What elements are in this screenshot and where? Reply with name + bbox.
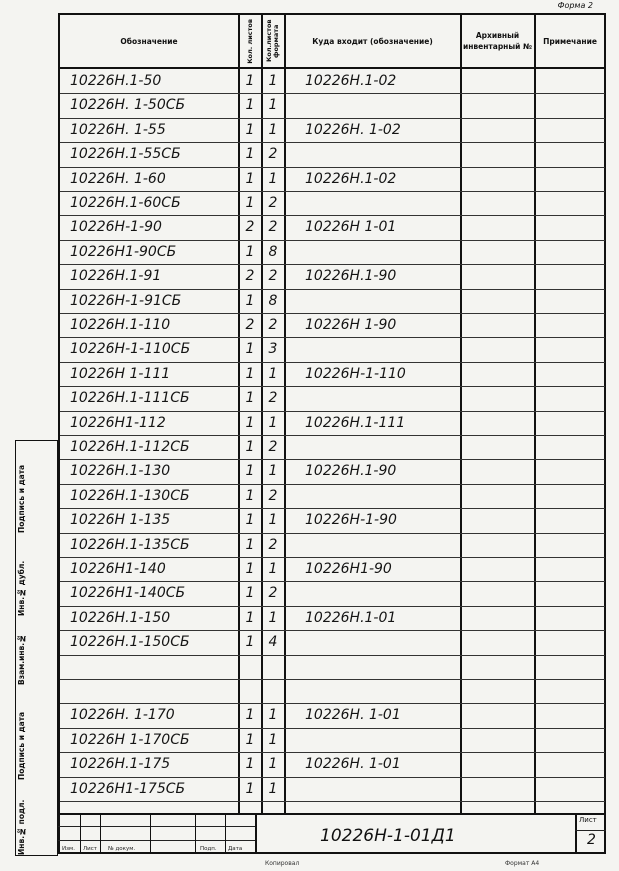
stamp-line xyxy=(575,813,577,854)
table-row xyxy=(60,534,605,558)
table-row xyxy=(60,704,605,728)
cell-used-in: 10226Н. 1-02 xyxy=(305,121,401,138)
cell-format: 2 xyxy=(268,487,278,504)
cell-used-in: 10226Н1-90 xyxy=(305,561,392,577)
cell-designation: 10226Н.1-135СБ xyxy=(70,536,190,553)
cell-format: 3 xyxy=(268,341,278,358)
cell-format xyxy=(263,656,283,679)
header-sheets xyxy=(239,15,261,69)
table-row xyxy=(60,119,605,143)
table-row xyxy=(60,241,605,265)
cell-used-in: 10226Н.1-02 xyxy=(305,73,397,89)
table-row xyxy=(60,338,605,362)
cell-used-in xyxy=(305,143,475,166)
cell-sheets: 1 xyxy=(245,97,255,114)
table-row xyxy=(60,168,605,192)
table-row xyxy=(60,387,605,411)
cell-sheets: 1 xyxy=(245,390,255,407)
table-row xyxy=(60,460,605,484)
cell-format: 1 xyxy=(268,365,278,382)
document-designation: 10226Н-1-01Д1 xyxy=(320,826,456,846)
cell-used-in xyxy=(305,485,475,508)
cell-format: 1 xyxy=(268,731,278,748)
table-row xyxy=(60,290,605,314)
cell-sheets xyxy=(240,680,260,703)
table-row xyxy=(60,558,605,582)
stamp-line xyxy=(575,830,606,831)
cell-used-in: 10226Н-1-90 xyxy=(305,512,397,529)
stamp-col-izm: Изм. xyxy=(62,846,75,852)
cell-format: 8 xyxy=(268,243,278,260)
table-row xyxy=(60,216,605,240)
stamp-line xyxy=(100,813,101,854)
table-row xyxy=(60,656,605,680)
cell-designation xyxy=(70,680,238,703)
cell-designation: 10226Н.1-150 xyxy=(70,609,171,626)
table-row xyxy=(60,509,605,533)
cell-sheets: 2 xyxy=(245,317,255,333)
cell-used-in: 10226Н-1-110 xyxy=(305,365,406,382)
cell-used-in xyxy=(305,778,475,801)
cell-format: 1 xyxy=(268,97,278,114)
cell-sheets: 1 xyxy=(245,195,255,211)
cell-sheets: 1 xyxy=(245,463,255,480)
cell-designation: 10226Н 1-111 xyxy=(70,365,171,382)
cell-designation: 10226Н.1-175 xyxy=(70,756,171,773)
cell-format: 1 xyxy=(268,512,278,529)
stamp-line xyxy=(195,813,196,854)
table-row xyxy=(60,314,605,338)
cell-format: 2 xyxy=(268,317,278,333)
cell-designation: 10226Н1-140 xyxy=(70,561,166,577)
header-designation: Обозначение xyxy=(60,15,238,69)
cell-designation: 10226Н-1-90 xyxy=(70,219,162,236)
cell-format: 1 xyxy=(268,121,278,138)
stamp-line xyxy=(150,813,151,854)
cell-used-in xyxy=(305,631,475,654)
table-row xyxy=(60,436,605,460)
cell-designation: 10226Н 1-170СБ xyxy=(70,731,190,748)
header-notes: Примечание xyxy=(535,15,605,69)
cell-sheets: 2 xyxy=(245,268,255,285)
table-row xyxy=(60,70,605,94)
cell-designation: 10226Н.1-50 xyxy=(70,73,162,89)
table-row xyxy=(60,607,605,631)
cell-designation: 10226Н.1-130 xyxy=(70,463,171,480)
cell-used-in: 10226Н.1-90 xyxy=(305,268,397,285)
cell-designation: 10226Н. 1-55 xyxy=(70,121,166,138)
cell-designation: 10226Н 1-135 xyxy=(70,512,171,529)
table-row xyxy=(60,143,605,167)
sidebar-inv-orig: Инв.№ подл. xyxy=(17,799,26,855)
sidebar-inv-dup: Инв.№ дубл. xyxy=(17,560,26,617)
cell-used-in xyxy=(305,338,475,361)
cell-sheets: 1 xyxy=(245,243,255,260)
cell-format: 2 xyxy=(268,390,278,407)
stamp-col-sign: Подп. xyxy=(200,846,217,852)
cell-format: 1 xyxy=(268,756,278,773)
row-divider xyxy=(60,801,605,802)
cell-designation: 10226Н-1-110СБ xyxy=(70,341,191,358)
cell-sheets: 1 xyxy=(245,634,255,651)
cell-used-in xyxy=(305,192,475,215)
cell-format: 2 xyxy=(268,195,278,211)
cell-used-in: 10226Н 1-90 xyxy=(305,317,397,333)
stamp-line xyxy=(225,813,226,854)
table-row xyxy=(60,729,605,753)
stamp-col-list: Лист xyxy=(83,846,97,852)
cell-format: 8 xyxy=(268,292,278,309)
cell-designation: 10226Н1-175СБ xyxy=(70,780,186,797)
table-row xyxy=(60,582,605,606)
sidebar-sign-date-2: Подпись и дата xyxy=(17,711,26,781)
cell-format: 1 xyxy=(268,170,278,187)
cell-designation: 10226Н.1-110 xyxy=(70,317,171,333)
cell-designation: 10226Н.1-111СБ xyxy=(70,390,190,407)
form-label: Форма 2 xyxy=(557,1,593,10)
cell-used-in: 10226Н. 1-01 xyxy=(305,756,401,773)
cell-designation: 10226Н.1-55СБ xyxy=(70,146,181,163)
sheet-number: 2 xyxy=(587,832,596,848)
cell-sheets xyxy=(240,656,260,679)
cell-sheets: 1 xyxy=(245,756,255,773)
cell-designation: 10226Н. 1-170 xyxy=(70,707,175,724)
cell-designation xyxy=(70,656,238,679)
cell-sheets: 1 xyxy=(245,609,255,626)
table-row xyxy=(60,94,605,118)
cell-sheets: 2 xyxy=(245,219,255,236)
cell-used-in xyxy=(305,656,475,679)
cell-sheets: 1 xyxy=(245,414,255,431)
cell-format: 1 xyxy=(268,780,278,797)
cell-format: 2 xyxy=(268,146,278,163)
stamp-col-doc: № докум. xyxy=(108,846,136,852)
cell-used-in xyxy=(305,290,475,313)
sidebar-sign-date-1: Подпись и дата xyxy=(17,464,26,534)
cell-used-in: 10226Н.1-01 xyxy=(305,609,397,626)
cell-format: 1 xyxy=(268,463,278,480)
cell-designation: 10226Н1-112 xyxy=(70,414,166,431)
header-format-text: Кол.листов формата xyxy=(265,19,280,63)
cell-format: 2 xyxy=(268,439,278,455)
cell-sheets: 1 xyxy=(245,439,255,455)
cell-designation: 10226Н1-140СБ xyxy=(70,585,186,602)
cell-format: 1 xyxy=(268,609,278,626)
cell-sheets: 1 xyxy=(245,73,255,89)
cell-designation: 10226Н.1-130СБ xyxy=(70,487,190,504)
cell-format: 1 xyxy=(268,414,278,431)
cell-used-in: 10226Н 1-01 xyxy=(305,219,397,236)
cell-sheets: 1 xyxy=(245,707,255,724)
cell-format: 1 xyxy=(268,561,278,577)
sheet-label: Лист xyxy=(579,816,597,824)
cell-format: 1 xyxy=(268,73,278,89)
footer-format: Формат А4 xyxy=(505,860,540,867)
stamp-line xyxy=(80,813,81,854)
stamp-line xyxy=(255,813,257,854)
cell-sheets: 1 xyxy=(245,780,255,797)
cell-sheets: 1 xyxy=(245,170,255,187)
header-format xyxy=(262,15,284,69)
cell-format: 1 xyxy=(268,707,278,724)
cell-used-in xyxy=(305,534,475,557)
cell-sheets: 1 xyxy=(245,585,255,602)
cell-used-in xyxy=(305,241,475,264)
cell-designation: 10226Н1-90СБ xyxy=(70,243,177,260)
cell-designation: 10226Н. 1-60 xyxy=(70,170,166,187)
cell-used-in: 10226Н.1-111 xyxy=(305,414,406,431)
header-sheets-text: Кол. листов xyxy=(245,18,254,64)
cell-used-in xyxy=(305,387,475,410)
cell-format: 2 xyxy=(268,219,278,236)
header-used-in: Куда входит (обозначение) xyxy=(285,15,460,69)
cell-format xyxy=(263,680,283,703)
cell-sheets: 1 xyxy=(245,121,255,138)
table-row xyxy=(60,265,605,289)
cell-used-in: 10226Н.1-90 xyxy=(305,463,397,480)
footer-copied: Копировал xyxy=(265,860,300,867)
binding-sidebar xyxy=(15,440,58,856)
table-row xyxy=(60,680,605,704)
cell-format: 2 xyxy=(268,585,278,602)
cell-designation: 10226Н.1-112СБ xyxy=(70,439,190,455)
cell-designation: 10226Н.1-150СБ xyxy=(70,634,190,651)
cell-designation: 10226Н. 1-50СБ xyxy=(70,97,186,114)
stamp-col-date: Дата xyxy=(228,846,243,852)
cell-sheets: 1 xyxy=(245,341,255,358)
cell-used-in xyxy=(305,582,475,605)
cell-format: 2 xyxy=(268,268,278,285)
cell-sheets: 1 xyxy=(245,487,255,504)
cell-used-in xyxy=(305,436,475,459)
cell-sheets: 1 xyxy=(245,536,255,553)
cell-sheets: 1 xyxy=(245,731,255,748)
cell-sheets: 1 xyxy=(245,561,255,577)
cell-designation: 10226Н.1-91 xyxy=(70,268,162,285)
cell-designation: 10226Н.1-60СБ xyxy=(70,195,181,211)
table-row xyxy=(60,778,605,802)
table-row xyxy=(60,412,605,436)
cell-used-in xyxy=(305,94,475,117)
cell-sheets: 1 xyxy=(245,292,255,309)
table-row xyxy=(60,753,605,777)
cell-format: 2 xyxy=(268,536,278,553)
table-row xyxy=(60,192,605,216)
cell-sheets: 1 xyxy=(245,146,255,163)
cell-used-in: 10226Н.1-02 xyxy=(305,170,397,187)
cell-sheets: 1 xyxy=(245,512,255,529)
cell-sheets: 1 xyxy=(245,365,255,382)
cell-used-in xyxy=(305,680,475,703)
cell-used-in xyxy=(305,729,475,752)
sidebar-vzam-inv: Взам.инв.№ xyxy=(17,633,26,685)
cell-format: 4 xyxy=(268,634,278,651)
table-row xyxy=(60,485,605,509)
cell-designation: 10226Н-1-91СБ xyxy=(70,292,182,309)
table-row xyxy=(60,363,605,387)
header-archive: Архивный инвентарный № xyxy=(461,15,534,69)
table-row xyxy=(60,631,605,655)
cell-used-in: 10226Н. 1-01 xyxy=(305,707,401,724)
